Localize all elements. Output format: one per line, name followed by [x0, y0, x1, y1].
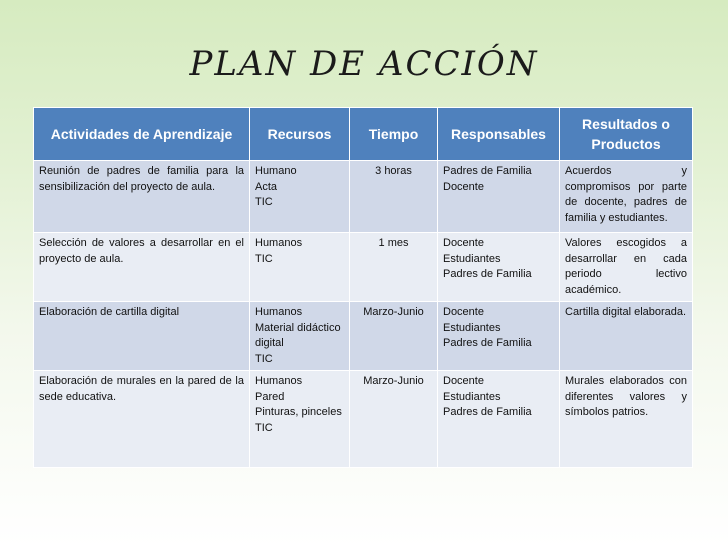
cell-tiempo: 3 horas [350, 161, 438, 233]
cell-actividad: Elaboración de murales en la pared de la sede educativa. [34, 371, 250, 468]
recurso-item: TIC [255, 421, 273, 434]
cell-tiempo: 1 mes [350, 233, 438, 302]
header-recursos: Recursos [250, 108, 350, 161]
cell-actividad: Selección de valores a desarrollar en el proyecto de aula. [34, 233, 250, 302]
responsable-item: Docente [443, 180, 484, 193]
header-responsables: Responsables [438, 108, 560, 161]
cell-resultados: Valores escogidos a desarrollar en cada periodo lectivo académico. [560, 233, 693, 302]
recurso-item: Humanos [255, 237, 303, 249]
cell-recursos [250, 302, 350, 371]
cell-recursos [250, 161, 350, 233]
cell-tiempo: Marzo-Junio [350, 371, 438, 468]
cell-resultados: Cartilla digital elaborada. [560, 302, 693, 371]
recurso-item: Humanos [255, 306, 303, 318]
cell-resultados: Acuerdos y compromisos por parte de docente, padres de familia y estudiantes. [560, 161, 693, 233]
cell-recursos [250, 233, 350, 302]
recurso-item: Pared [255, 390, 285, 403]
responsable-item: Docente [443, 306, 484, 318]
responsable-item: Padres de Familia [443, 165, 532, 177]
cell-recursos [250, 371, 350, 468]
cell-tiempo: Marzo-Junio [350, 302, 438, 371]
recurso-item: TIC [255, 196, 273, 208]
action-plan-table [33, 107, 693, 468]
responsable-item: Docente [443, 237, 484, 249]
cell-responsables [438, 371, 560, 468]
cell-resultados: Murales elaborados con diferentes valores y símbolos patrios. [560, 371, 693, 468]
responsable-item: Padres de Familia [443, 268, 532, 280]
header-resultados: Resultados o Productos [560, 108, 693, 161]
cell-responsables [438, 233, 560, 302]
cell-actividad: Elaboración de cartilla digital [34, 302, 250, 371]
table-row [34, 233, 693, 302]
page-title: PLAN DE ACCIÓN [189, 44, 539, 84]
table-row [34, 302, 693, 371]
table-row [34, 161, 693, 233]
responsable-item: Estudiantes [443, 390, 501, 403]
recurso-item: Humano [255, 165, 297, 177]
responsable-item: Padres de Familia [443, 406, 532, 418]
recurso-item: Material didáctico digital [255, 321, 341, 349]
header-tiempo: Tiempo [350, 108, 438, 161]
responsable-item: Docente [443, 375, 484, 387]
recurso-item: Humanos [255, 375, 303, 387]
cell-actividad: Reunión de padres de familia para la sensibilización del proyecto de aula. [34, 161, 250, 233]
recurso-item: TIC [255, 252, 273, 265]
table-row [34, 371, 693, 468]
header-actividades: Actividades de Aprendizaje [34, 108, 250, 161]
recurso-item: Pinturas, pinceles [255, 406, 342, 418]
table-header-row [34, 108, 693, 161]
recurso-item: Acta [255, 180, 278, 193]
responsable-item: Padres de Familia [443, 337, 532, 349]
cell-responsables [438, 302, 560, 371]
responsable-item: Estudiantes [443, 252, 501, 265]
cell-responsables [438, 161, 560, 233]
responsable-item: Estudiantes [443, 321, 501, 334]
recurso-item: TIC [255, 352, 273, 365]
